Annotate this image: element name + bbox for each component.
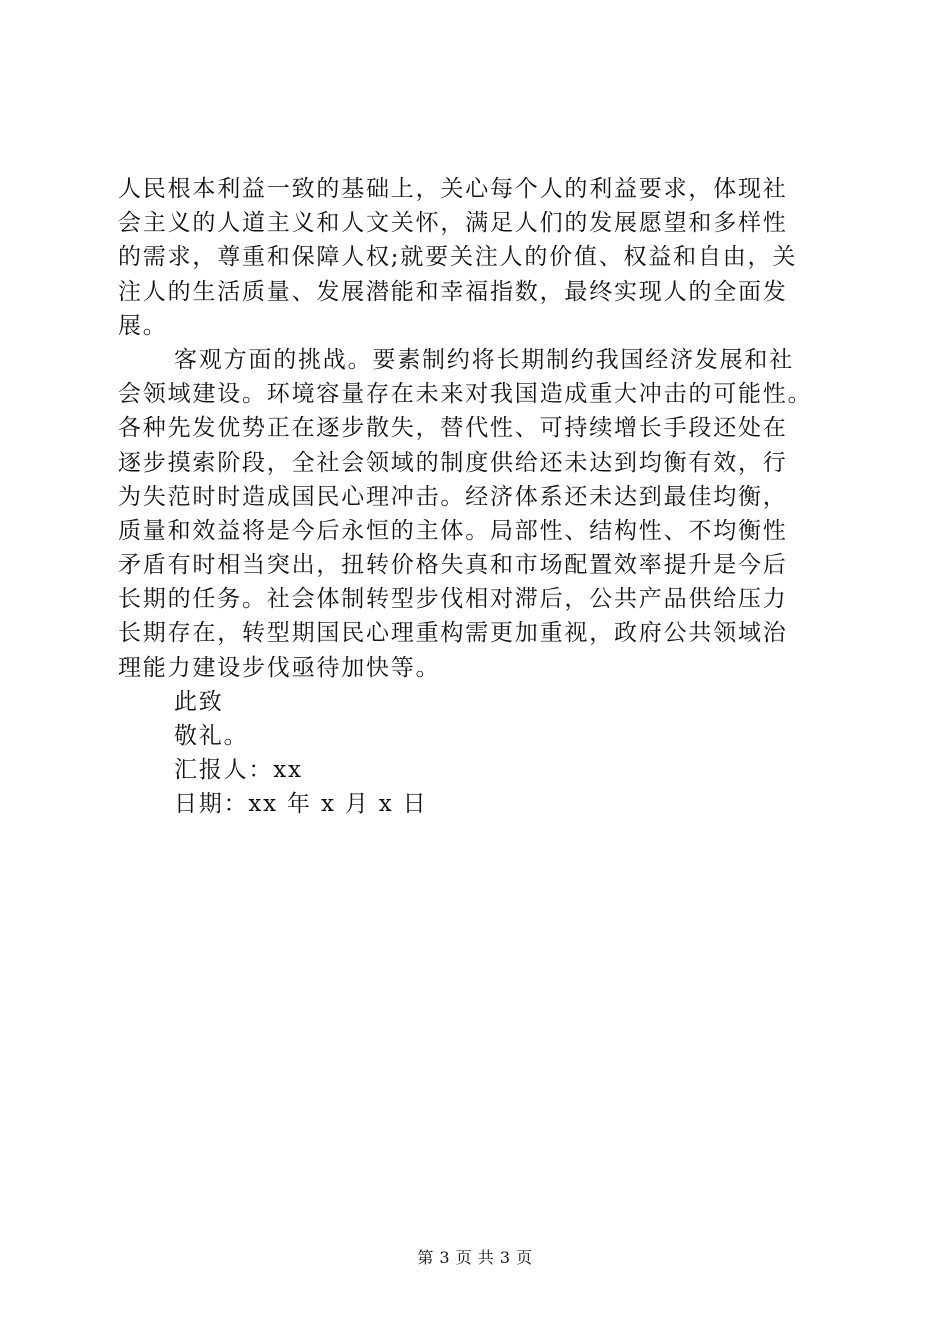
- closing-regards: 敬礼。: [174, 723, 249, 749]
- paragraph-line: 为失范时时造成国民心理冲击。经济体系还未达到最佳均衡，: [118, 483, 788, 510]
- paragraph-line: 理能力建设步伐亟待加快等。: [118, 654, 441, 681]
- paragraph-line: 会领域建设。环境容量存在未来对我国造成重大冲击的可能性。: [118, 381, 813, 408]
- paragraph-line: 矛盾有时相当突出，扭转价格失真和市场配置效率提升是今后: [118, 552, 788, 579]
- closing-block: [118, 685, 836, 822]
- document-body: [118, 172, 836, 822]
- paragraph-1: [118, 172, 836, 343]
- paragraph-line: 的需求，尊重和保障人权;就要关注人的价值、权益和自由，关: [118, 244, 798, 271]
- closing-salutation: 此致: [174, 688, 224, 715]
- paragraph-line: 展。: [118, 312, 168, 339]
- paragraph-line: 各种先发优势正在逐步散失，替代性、可持续增长手段还处在: [118, 415, 788, 442]
- paragraph-line: 质量和效益将是今后永恒的主体。局部性、结构性、不均衡性: [118, 517, 788, 544]
- reporter-line: 汇报人：xx: [174, 757, 303, 784]
- paragraph-2: [118, 343, 836, 685]
- paragraph-line: 长期存在，转型期国民心理重构需更加重视，政府公共领域治: [118, 620, 788, 647]
- page-number-footer: 第 3 页 共 3 页: [417, 1248, 533, 1267]
- paragraph-line: 逐步摸索阶段，全社会领域的制度供给还未达到均衡有效，行: [118, 449, 788, 476]
- paragraph-line: 人民根本利益一致的基础上，关心每个人的利益要求，体现社: [118, 176, 788, 202]
- paragraph-line: 会主义的人道主义和人文关怀，满足人们的发展愿望和多样性: [118, 210, 788, 237]
- paragraph-line: 客观方面的挑战。要素制约将长期制约我国经济发展和社: [174, 346, 794, 373]
- paragraph-line: 长期的任务。社会体制转型步伐相对滞后，公共产品供给压力: [118, 586, 788, 613]
- date-line: 日期：xx 年 x 月 x 日: [174, 791, 428, 818]
- paragraph-line: 注人的生活质量、发展潜能和幸福指数，最终实现人的全面发: [118, 278, 788, 305]
